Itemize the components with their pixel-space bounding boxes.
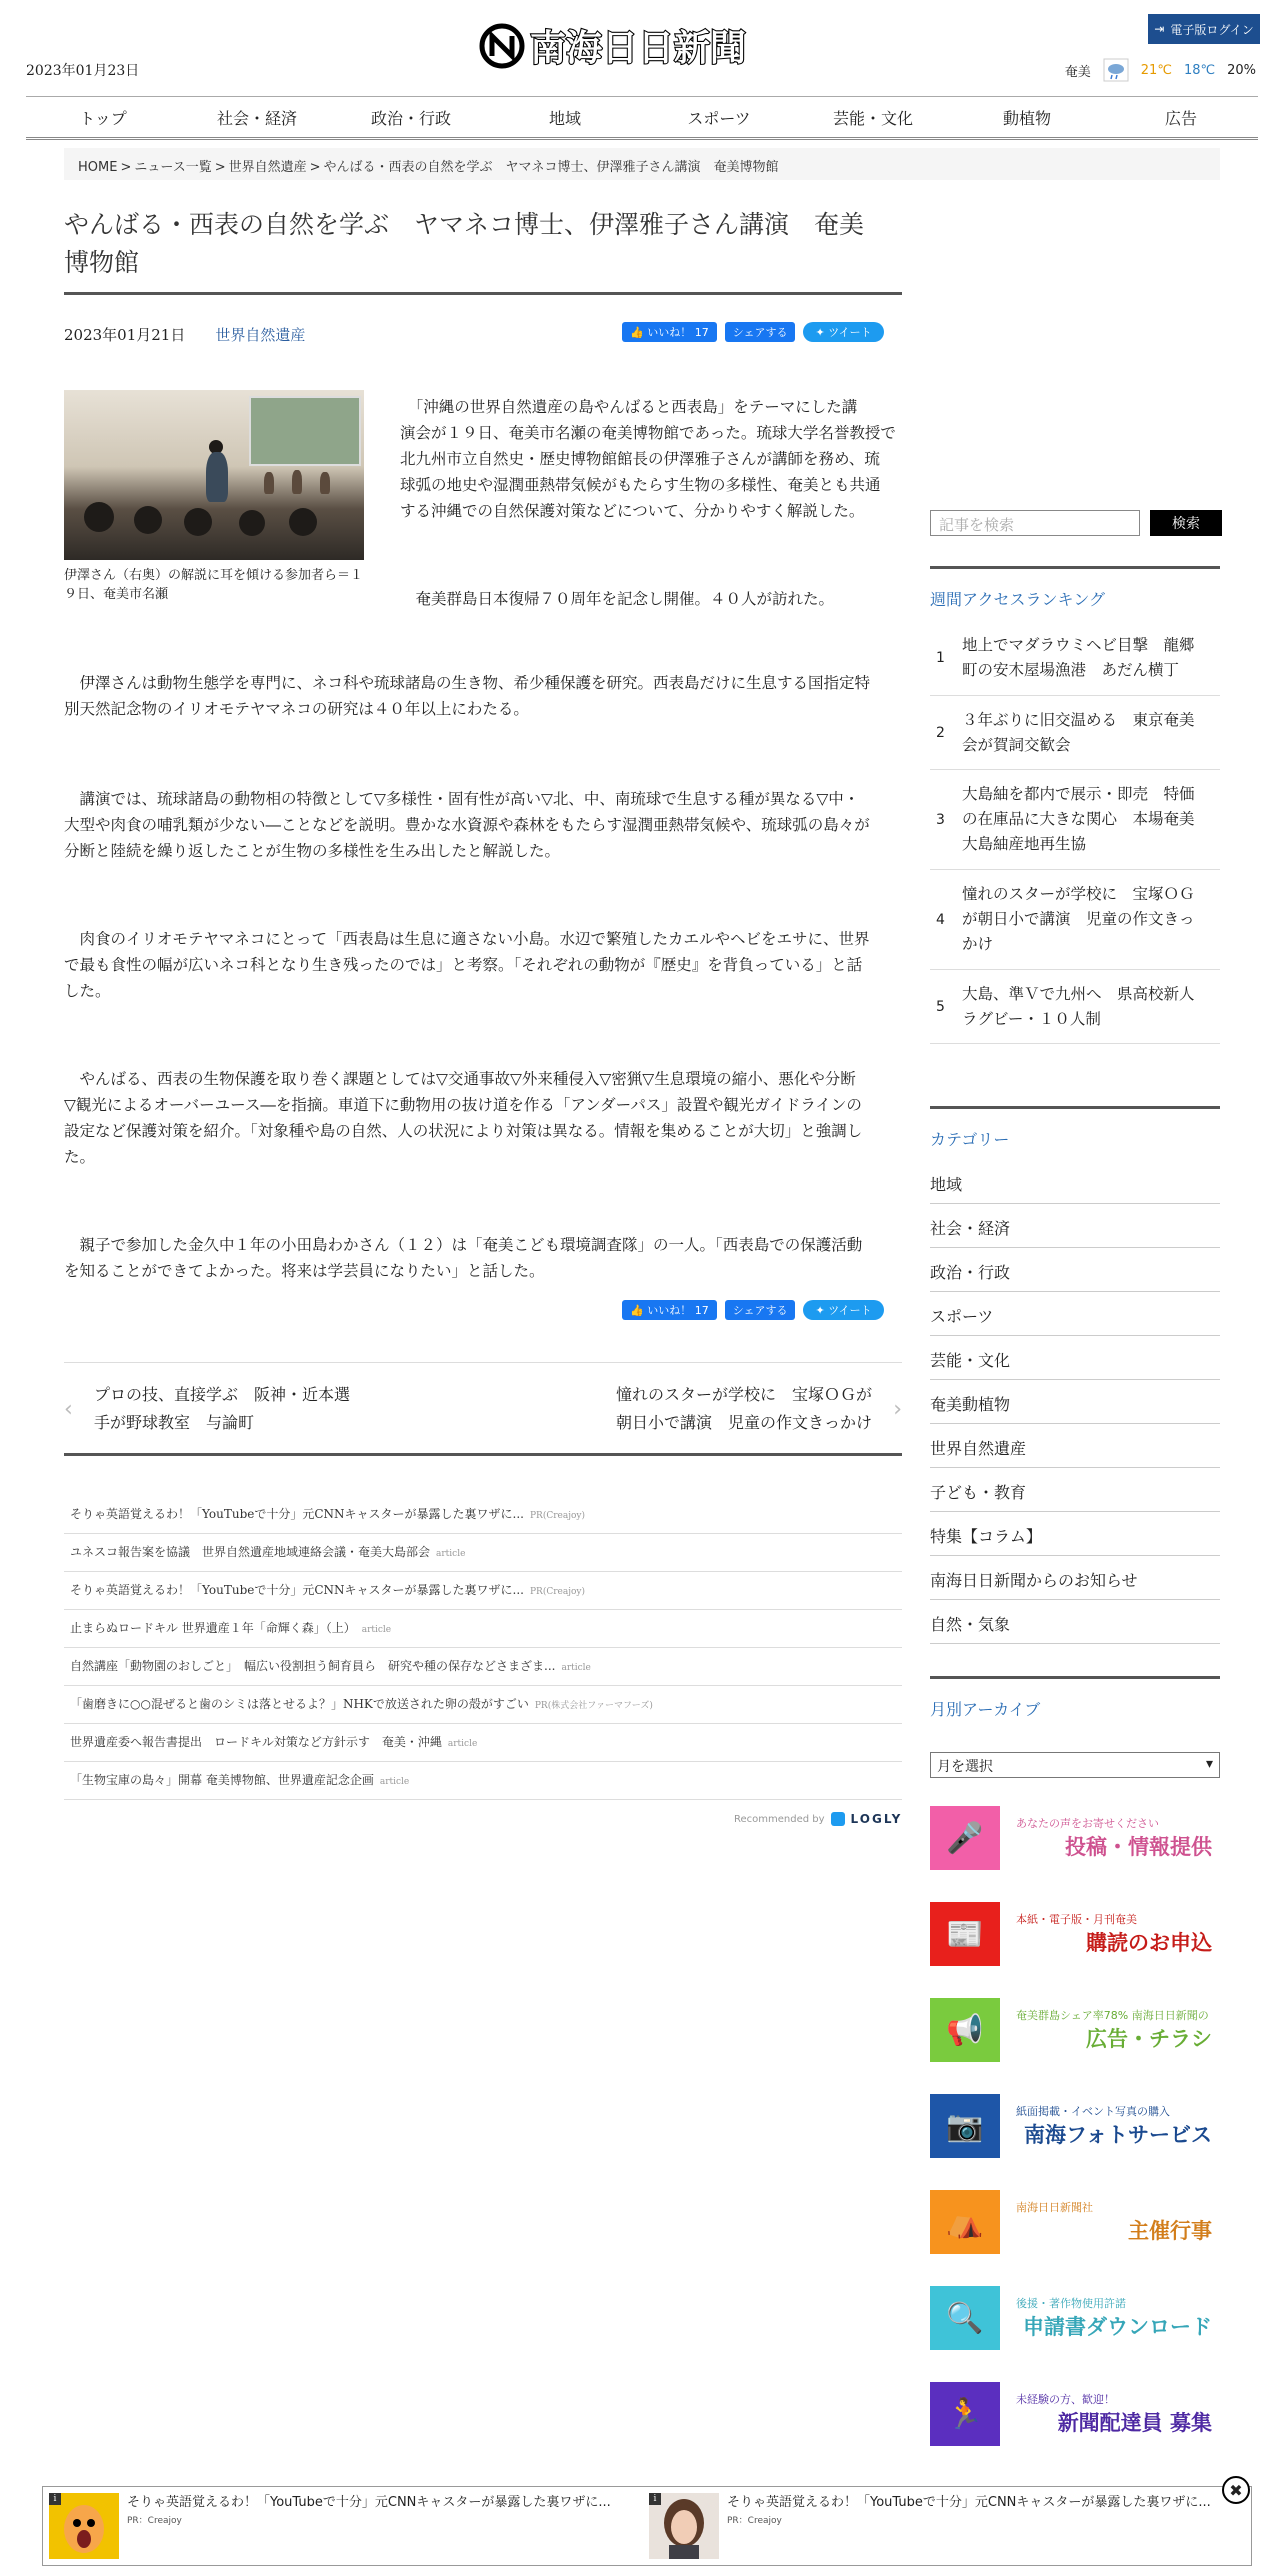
- recommended-by-label: Recommended by: [734, 1813, 825, 1825]
- text-line: 大型や肉食の哺乳類が少ない―ことなどを説明。豊かな水資源や森林をもたらす湿潤亜熱帯気候や、琉球弧の島々が: [64, 816, 870, 834]
- ranking-title: [958, 708, 1220, 758]
- category-item[interactable]: 地域: [930, 1160, 1220, 1204]
- recommended-tag: PR(株式会社ファーマフーズ): [534, 1701, 653, 1711]
- tweet-label: ツイート: [828, 1304, 872, 1317]
- logly-logo: LOGLY: [850, 1812, 903, 1826]
- recommended-item[interactable]: [64, 1762, 902, 1800]
- recommended-title: そりゃ英語覚えるわ！「YouTubeで十分」元CNNキャスターが暴露した裏ワザに...: [70, 1583, 524, 1597]
- category-list: [930, 1160, 1220, 1644]
- article-paragraph-6: [64, 1232, 904, 1284]
- ranking-number: 5: [936, 998, 945, 1015]
- recommended-tag: article: [379, 1777, 410, 1787]
- recommended-tag: PR(Creajoy): [529, 1587, 586, 1597]
- text-line: 肉食のイリオモテヤマネコにとって「西表島は生息に適さない小島。水辺で繁殖したカエルやヘビをエサに、世界: [79, 930, 870, 948]
- ad-thumbnail: [49, 2493, 119, 2559]
- share-buttons-bottom: [622, 1300, 884, 1320]
- weather-high: 21℃: [1140, 62, 1172, 78]
- banner-text: [1000, 2007, 1220, 2053]
- nav-item-top[interactable]: トップ: [79, 108, 127, 128]
- weather-region: 奄美: [1064, 64, 1091, 80]
- nav-item-sports[interactable]: スポーツ: [687, 108, 751, 128]
- text-line: 町の安木屋場漁港 あだん横丁: [962, 660, 1180, 679]
- audience-head: [84, 502, 114, 532]
- text-line: 「沖縄の世界自然遺産の島やんばると西表島」をテーマにした講: [415, 398, 858, 416]
- text-line: 大島、準Ｖで九州へ 県高校新人: [962, 984, 1195, 1003]
- article-title-line2: 博物館: [64, 248, 140, 277]
- article-photo[interactable]: [64, 390, 364, 560]
- header-date: 2023年01月23日: [26, 63, 140, 79]
- text-line: 分断と陸続を繰り返したことが生物の多様性を生み出したと解説した。: [64, 842, 561, 860]
- banner-text: [1000, 1911, 1220, 1957]
- caption-line1: 伊澤さん（右奥）の解説に耳を傾ける参加者ら＝１: [64, 568, 364, 583]
- banner-subtitle: あなたの声をお寄せください: [1016, 1817, 1159, 1830]
- ranking-number: 2: [936, 724, 945, 741]
- recommended-tag: PR(Creajoy): [529, 1511, 586, 1521]
- megaphone-icon: 📢: [930, 1998, 1000, 2062]
- text-line: ▽観光によるオーバーユース―を指摘。車道下に動物用の抜け道を作る「アンダーパス」設置や観光ガイドラインの: [64, 1096, 862, 1114]
- audience-head: [184, 508, 212, 536]
- article-date: 2023年01月21日: [64, 326, 186, 344]
- ad-title: そりゃ英語覚えるわ！「YouTubeで十分」元CNNキャスターが暴露した裏ワザに...: [727, 2495, 1211, 2510]
- text-line: 伊澤さんは動物生態学を専門に、ネコ科や琉球諸島の生き物、希少種保護を研究。西表島だけに生息する国指定特: [79, 674, 871, 692]
- banner-text: [1000, 1815, 1220, 1861]
- speaker-body: [206, 452, 228, 502]
- banner-subtitle: 本紙・電子版・月刊奄美: [1016, 1913, 1137, 1926]
- banner-text: [1000, 2295, 1220, 2341]
- facebook-like-button[interactable]: [622, 322, 717, 342]
- tweet-label: ツイート: [828, 326, 872, 339]
- next-line2: 朝日小で講演 児童の作文きっかけ: [615, 1413, 872, 1432]
- ranking-item[interactable]: [930, 770, 1220, 870]
- weather-low: 18℃: [1183, 62, 1216, 78]
- search-input[interactable]: 記事を検索: [930, 510, 1140, 536]
- banner-subtitle: 南海日日新聞社: [1016, 2201, 1093, 2214]
- text-line: 球弧の地史や湿潤亜熱帯気候がもたらす生物の多様性、奄美とも共通: [400, 476, 881, 494]
- prev-line2: 手が野球教室 与論町: [94, 1413, 255, 1432]
- stuffed-bird: [264, 472, 274, 494]
- recommended-title: 「歯磨きに○○混ぜると歯のシミは落とせるよ？」NHKで放送された卵の殻がすごい: [70, 1697, 529, 1711]
- article-paragraph-4: [64, 926, 904, 1004]
- nav-item-politics[interactable]: 政治・行政: [370, 108, 451, 128]
- search-button[interactable]: 検索: [1150, 510, 1222, 536]
- info-icon: i: [49, 2493, 61, 2505]
- tweet-button[interactable]: [803, 322, 883, 342]
- bottom-ad-item[interactable]: [49, 2493, 611, 2559]
- banner-title: 購読のお申込: [1086, 1931, 1212, 1955]
- text-line: 大島紬を都内で展示・即売 特価: [962, 785, 1195, 803]
- banner-delivery-recruit[interactable]: [930, 2382, 1220, 2446]
- text-line: やんばる、西表の生物保護を取り巻く課題としては▽交通事故▽外来種侵入▽密猟▽生息環境の縮小、悪化や分断: [79, 1070, 856, 1088]
- ad-sponsor: PR：Creajoy: [127, 2516, 182, 2526]
- recommended-title: 止まらぬロードキル 世界遺産１年「命輝く森」（上）: [70, 1621, 356, 1635]
- ranking-item[interactable]: [930, 970, 1220, 1044]
- text-line: を知ることができてよかった。将来は学芸員になりたい」と話した。: [64, 1262, 545, 1280]
- nav-item-society[interactable]: 社会・経済: [216, 108, 297, 128]
- text-line: 別天然記念物のイリオモテヤマネコの研究は４０年以上にわたる。: [64, 700, 529, 718]
- ad-sponsor: PR：Creajoy: [727, 2516, 782, 2526]
- article-title: [64, 206, 904, 282]
- recommended-by[interactable]: [734, 1812, 902, 1826]
- ranking-title: [958, 982, 1220, 1032]
- breadcrumb-separator: >: [214, 160, 226, 175]
- text-line: 設定など保護対策を紹介。「対象種や島の自然、人の状況により対策は異なる。情報を集めることが大切」と強調し: [64, 1122, 863, 1140]
- chevron-down-icon: ▾: [1205, 1756, 1213, 1772]
- weather-widget: [1065, 58, 1256, 82]
- stuffed-bird: [320, 472, 330, 494]
- ranking-item[interactable]: [930, 696, 1220, 770]
- share-buttons-top: [622, 322, 884, 342]
- recommended-title: 「生物宝庫の島々」開幕 奄美博物館、世界遺産記念企画: [70, 1773, 374, 1787]
- text-line: た。: [64, 1148, 96, 1166]
- e-edition-login-button[interactable]: [1148, 14, 1260, 44]
- facebook-share-button[interactable]: シェアする: [725, 322, 796, 342]
- title-divider: [64, 292, 902, 295]
- text-line: 地上でマダラウミヘビ目撃 龍郷: [962, 635, 1195, 654]
- banner-text: [1000, 2199, 1220, 2245]
- text-line: する沖縄での自然保護対策などについて、分かりやすく解説した。: [400, 502, 865, 520]
- breadcrumb-home[interactable]: HOME: [78, 160, 118, 175]
- recommended-item[interactable]: [64, 1572, 902, 1610]
- audience-head: [289, 508, 317, 536]
- text-line: 大島紬産地再生協: [962, 835, 1087, 853]
- category-item[interactable]: 芸能・文化: [930, 1336, 1220, 1380]
- login-label: 電子版ログイン: [1170, 22, 1254, 37]
- text-line: かけ: [962, 935, 994, 953]
- breadcrumb-news-list[interactable]: ニュース一覧: [134, 160, 212, 175]
- ranking-title: [958, 782, 1220, 857]
- category-item[interactable]: 奄美動植物: [930, 1380, 1220, 1424]
- breadcrumb-separator: >: [120, 160, 132, 175]
- recommended-tag: article: [561, 1663, 591, 1673]
- audience-head: [134, 506, 162, 534]
- banner-title: 主催行事: [1128, 2219, 1212, 2243]
- logo-text: 南海日日新聞: [530, 27, 747, 69]
- text-line: 親子で参加した金久中１年の小田島わかさん（１２）は「奄美こども環境調査隊」の一人。「西表島での保護活動: [79, 1236, 863, 1254]
- tweet-button[interactable]: [803, 1300, 883, 1320]
- text-line: ラグビー・１０人制: [962, 1009, 1101, 1028]
- text-line: 奄美群島日本復帰７０周年を記念し開催。４０人が訪れた。: [415, 590, 835, 608]
- article-paragraph-1: [400, 394, 904, 524]
- ranking-item[interactable]: [930, 870, 1220, 970]
- category-item[interactable]: 世界自然遺産: [930, 1424, 1220, 1468]
- prev-next-nav: [64, 1362, 902, 1456]
- banner-subtitle: 紙面掲載・イベント写真の購入: [1016, 2105, 1170, 2118]
- category-item[interactable]: 自然・気象: [930, 1600, 1220, 1644]
- category-item[interactable]: 政治・行政: [930, 1248, 1220, 1292]
- text-line: した。: [64, 982, 111, 1000]
- thumbs-up-icon: 👍: [630, 325, 648, 339]
- twitter-bird-icon: ✦: [815, 1303, 829, 1317]
- breadcrumb-category[interactable]: 世界自然遺産: [228, 160, 307, 175]
- nav-item-ads[interactable]: 広告: [1164, 108, 1197, 128]
- breadcrumb-current: やんばる・西表の自然を学ぶ ヤマネコ博士、伊澤雅子さん講演 奄美博物館: [323, 160, 779, 175]
- text-line: 講演では、琉球諸島の動物相の特徴として▽多様性・固有性が高い▽北、中、南琉球で生息する種が異なる▽中・: [79, 790, 860, 808]
- recommended-item[interactable]: [64, 1648, 902, 1686]
- text-line: ３年ぶりに旧交温める 東京奄美: [962, 710, 1195, 729]
- category-item[interactable]: 子ども・教育: [930, 1468, 1220, 1512]
- archive-select-value: 月を選択: [937, 1759, 993, 1775]
- banner-title: 広告・チラシ: [1086, 2027, 1212, 2051]
- article-category-link[interactable]: 世界自然遺産: [215, 326, 306, 344]
- banner-events[interactable]: [930, 2190, 1220, 2254]
- recommended-tag: article: [447, 1739, 478, 1749]
- recommended-tag: article: [436, 1549, 466, 1559]
- search-form: [930, 510, 1222, 536]
- twitter-bird-icon: ✦: [815, 325, 829, 339]
- recommended-title: そりゃ英語覚えるわ！「YouTubeで十分」元CNNキャスターが暴露した裏ワザに...: [70, 1507, 524, 1521]
- text-line: 会が賀詞交歓会: [962, 735, 1071, 754]
- bottom-ad-item[interactable]: [649, 2493, 1211, 2559]
- ranking-heading: 週間アクセスランキング: [930, 566, 1220, 610]
- category-heading: カテゴリー: [930, 1106, 1220, 1150]
- category-item[interactable]: 南海日日新聞からのお知らせ: [930, 1556, 1220, 1600]
- prev-article-link[interactable]: [94, 1381, 350, 1437]
- banner-subscribe[interactable]: [930, 1902, 1220, 1966]
- recommended-item[interactable]: [64, 1534, 902, 1572]
- nav-item-culture[interactable]: 芸能・文化: [832, 108, 913, 128]
- recommended-item[interactable]: [64, 1724, 902, 1762]
- info-icon: i: [649, 2493, 661, 2505]
- caption-line2: ９日、奄美市名瀬: [64, 587, 169, 602]
- ranking-item[interactable]: [930, 620, 1220, 696]
- text-line: 憧れのスターが学校に 宝塚ＯＧ: [962, 885, 1195, 903]
- tent-icon: ⛺: [930, 2190, 1000, 2254]
- login-icon: ⇥: [1154, 22, 1165, 36]
- ranking-number: 3: [936, 811, 945, 828]
- recommended-list: [64, 1496, 902, 1800]
- breadcrumb-separator: >: [309, 160, 321, 175]
- article-paragraph-3: [64, 786, 904, 864]
- cloudy-rain-icon: [1103, 58, 1129, 82]
- stuffed-bird: [292, 470, 302, 494]
- banner-photo-service[interactable]: [930, 2094, 1220, 2158]
- like-label: いいね！ 17: [647, 326, 709, 339]
- ad-title: そりゃ英語覚えるわ！「YouTubeで十分」元CNNキャスターが暴露した裏ワザに...: [127, 2495, 611, 2510]
- text-line: 北九州市立自然史・歴史博物館館長の伊澤雅子さんが講師を務め、琉: [400, 450, 880, 468]
- ad-thumbnail: [649, 2493, 719, 2559]
- runner-icon: 🏃: [930, 2382, 1000, 2446]
- camera-icon: 📷: [930, 2094, 1000, 2158]
- banner-title: 投稿・情報提供: [1065, 1835, 1212, 1859]
- banner-subtitle: 奄美群島シェア率78% 南海日日新聞の: [1016, 2009, 1209, 2022]
- main-nav: [26, 96, 1258, 140]
- text-line: の在庫品に大きな関心 本場奄美: [962, 810, 1195, 828]
- thumbs-up-icon: 👍: [630, 1303, 648, 1317]
- article-paragraph-5: [64, 1066, 904, 1170]
- ranking-title: [958, 882, 1220, 957]
- recommended-title: 世界遺産委へ報告書提出 ロードキル対策など方針示す 奄美・沖縄: [70, 1735, 442, 1749]
- recommended-item[interactable]: [64, 1686, 902, 1724]
- banner-subtitle: 後援・著作物使用許諾: [1016, 2297, 1126, 2310]
- banner-title: 南海フォトサービス: [1024, 2123, 1212, 2147]
- next-article-link[interactable]: [616, 1381, 872, 1437]
- projector-screen: [249, 396, 361, 466]
- logly-icon: [831, 1812, 845, 1826]
- archive-select[interactable]: [930, 1752, 1220, 1778]
- banner-text: [1000, 2103, 1220, 2149]
- recommended-title: 自然講座「動物園のおしごと」 幅広い役割担う飼育員ら 研究や種の保存などさまざま...: [70, 1659, 556, 1673]
- banner-advertising[interactable]: [930, 1998, 1220, 2062]
- ranking-number: 1: [936, 649, 945, 666]
- facebook-share-button[interactable]: シェアする: [725, 1300, 796, 1320]
- banner-title: 申請書ダウンロード: [1023, 2315, 1212, 2339]
- prev-line1: プロの技、直接学ぶ 阪神・近本選: [94, 1385, 351, 1404]
- category-item[interactable]: スポーツ: [930, 1292, 1220, 1336]
- bottom-ad-bar: [42, 2486, 1252, 2566]
- ranking-number: 4: [936, 911, 945, 928]
- text-line: が朝日小で講演 児童の作文きっ: [962, 910, 1195, 928]
- like-label: いいね！ 17: [647, 1304, 709, 1317]
- microphone-icon: 🎤: [930, 1806, 1000, 1870]
- category-item[interactable]: 社会・経済: [930, 1204, 1220, 1248]
- chevron-right-icon: ›: [893, 1397, 902, 1422]
- banner-text: [1000, 2391, 1220, 2437]
- photo-caption: [64, 566, 364, 604]
- document-search-icon: 🔍: [930, 2286, 1000, 2350]
- banner-submit-news[interactable]: [930, 1806, 1220, 1870]
- site-logo[interactable]: [478, 22, 814, 70]
- text-line: で最も食性の幅が広いネコ科となり生き残ったのでは」と考察。「それぞれの動物が『歴史』を背負っている」と話: [64, 956, 863, 974]
- banner-application-download[interactable]: [930, 2286, 1220, 2350]
- close-ad-icon[interactable]: ✖: [1222, 2476, 1250, 2504]
- ranking-title: [958, 633, 1220, 683]
- category-item[interactable]: 特集【コラム】: [930, 1512, 1220, 1556]
- archive-heading: 月別アーカイブ: [930, 1676, 1220, 1720]
- text-line: 演会が１９日、奄美市名瀬の奄美博物館であった。琉球大学名誉教授で: [400, 424, 896, 442]
- next-line1: 憧れのスターが学校に 宝塚ＯＧが: [615, 1385, 872, 1404]
- nav-item-nature[interactable]: 動植物: [1002, 108, 1051, 128]
- weather-rain: 20%: [1227, 62, 1256, 78]
- recommended-item[interactable]: [64, 1610, 902, 1648]
- recommended-item[interactable]: [64, 1496, 902, 1534]
- article-paragraph-2: [64, 670, 904, 722]
- article-meta: [64, 324, 305, 345]
- banner-subtitle: 未経験の方、歓迎！: [1016, 2393, 1115, 2406]
- article-paragraph-1b: [400, 586, 904, 612]
- article-title-line1: やんばる・西表の自然を学ぶ ヤマネコ博士、伊澤雅子さん講演 奄美: [64, 210, 865, 239]
- newspaper-icon: 📰: [930, 1902, 1000, 1966]
- banner-title: 新聞配達員 募集: [1057, 2411, 1212, 2435]
- chevron-left-icon: ‹: [64, 1397, 73, 1422]
- ranking-list: [930, 620, 1220, 1044]
- facebook-like-button[interactable]: [622, 1300, 717, 1320]
- recommended-tag: article: [361, 1625, 392, 1635]
- breadcrumb: [64, 148, 1220, 180]
- recommended-title: ユネスコ報告案を協議 世界自然遺産地域連絡会議・奄美大島部会: [70, 1545, 431, 1559]
- audience-head: [239, 510, 265, 536]
- nav-item-region[interactable]: 地域: [548, 108, 581, 128]
